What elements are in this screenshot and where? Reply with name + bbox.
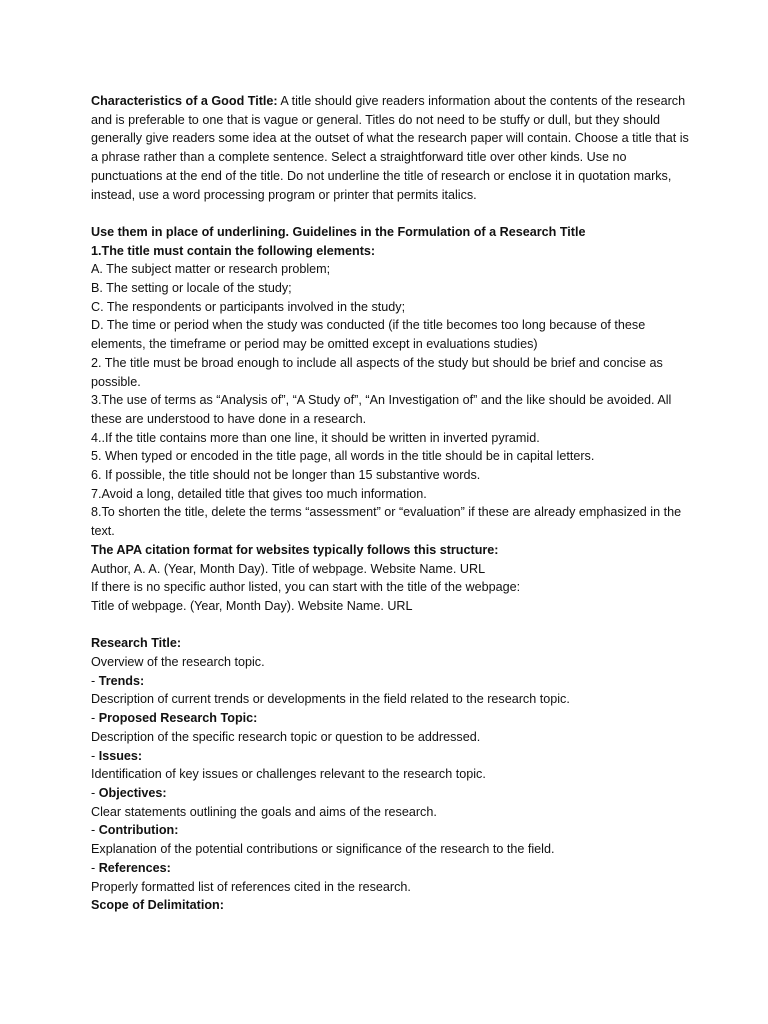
intro-body: A title should give readers information about the contents of the research and is preferable to one that is vague or general. Titles do not need to be stuffy or dull, but they should generally give readers some idea at the outset of what the research paper will contain. Choose a title that is a phrase rather than a complete sentence. Select a straightforward title over other kinds. Use no punctuations at the end of the title. Do not underline the title of research or enclose it in quotation marks, instead, use a word processing program or printer that permits italics. xyxy=(91,94,689,202)
guideline-item: C. The respondents or participants involved in the study; xyxy=(91,299,406,314)
research-section-label: - References: xyxy=(91,860,171,875)
apa-heading: The APA citation format for websites typically follows this structure: xyxy=(91,542,499,557)
closing-heading: Scope of Delimitation: xyxy=(91,898,224,913)
guideline-item: 6. If possible, the title should not be longer than 15 substantive words. xyxy=(91,468,481,483)
research-section-desc: Description of the specific research topic or question to be addressed. xyxy=(91,729,481,744)
guidelines-heading: Use them in place of underlining. Guidelines in the Formulation of a Research Title xyxy=(91,224,586,239)
research-section-desc: Identification of key issues or challenges relevant to the research topic. xyxy=(91,767,486,782)
guideline-item: 3.The use of terms as “Analysis of”, “A Study of”, “An Investigation of” and the like should be avoided. All these are understood to have done in a research. xyxy=(91,393,672,426)
apa-line: Author, A. A. (Year, Month Day). Title of webpage. Website Name. URL xyxy=(91,561,486,576)
guideline-item: D. The time or period when the study was conducted (if the title becomes too long because of these elements, the timeframe or period may be omitted except in evaluations studies) xyxy=(91,318,646,352)
spacer xyxy=(91,204,691,223)
intro-heading: Characteristics of a Good Title: xyxy=(91,94,278,108)
guideline-item: 5. When typed or encoded in the title page, all words in the title should be in capital letters. xyxy=(91,449,595,464)
research-heading: Research Title: xyxy=(91,636,182,651)
research-section-label: - Objectives: xyxy=(91,785,167,800)
guideline-item: 2. The title must be broad enough to include all aspects of the study but should be brief and concise as possible. xyxy=(91,355,663,389)
research-section-desc: Description of current trends or developments in the field related to the research topic. xyxy=(91,692,570,707)
guideline-item: 8.To shorten the title, delete the terms “assessment” or “evaluation” if these are already emphasized in the text. xyxy=(91,505,682,539)
research-overview: Overview of the research topic. xyxy=(91,655,265,670)
guidelines-subheading: 1.The title must contain the following elements: xyxy=(91,243,376,258)
apa-line: Title of webpage. (Year, Month Day). Website Name. URL xyxy=(91,598,413,613)
guideline-item: B. The setting or locale of the study; xyxy=(91,281,292,296)
apa-line: If there is no specific author listed, you can start with the title of the webpage: xyxy=(91,580,521,595)
intro-paragraph xyxy=(91,92,691,204)
research-section-desc: Properly formatted list of references cited in the research. xyxy=(91,879,411,894)
guideline-item: 4..If the title contains more than one line, it should be written in inverted pyramid. xyxy=(91,430,540,445)
spacer xyxy=(91,616,691,635)
research-section-label: - Trends: xyxy=(91,673,145,688)
research-section-label: - Issues: xyxy=(91,748,143,763)
document-page xyxy=(91,92,691,915)
research-section-label: - Proposed Research Topic: xyxy=(91,711,258,726)
research-section-label: - Contribution: xyxy=(91,823,179,838)
guideline-item: 7.Avoid a long, detailed title that gives too much information. xyxy=(91,486,427,501)
research-section-desc: Clear statements outlining the goals and aims of the research. xyxy=(91,804,437,819)
guideline-item: A. The subject matter or research problem; xyxy=(91,262,331,277)
research-section-desc: Explanation of the potential contributions or significance of the research to the field. xyxy=(91,842,555,857)
